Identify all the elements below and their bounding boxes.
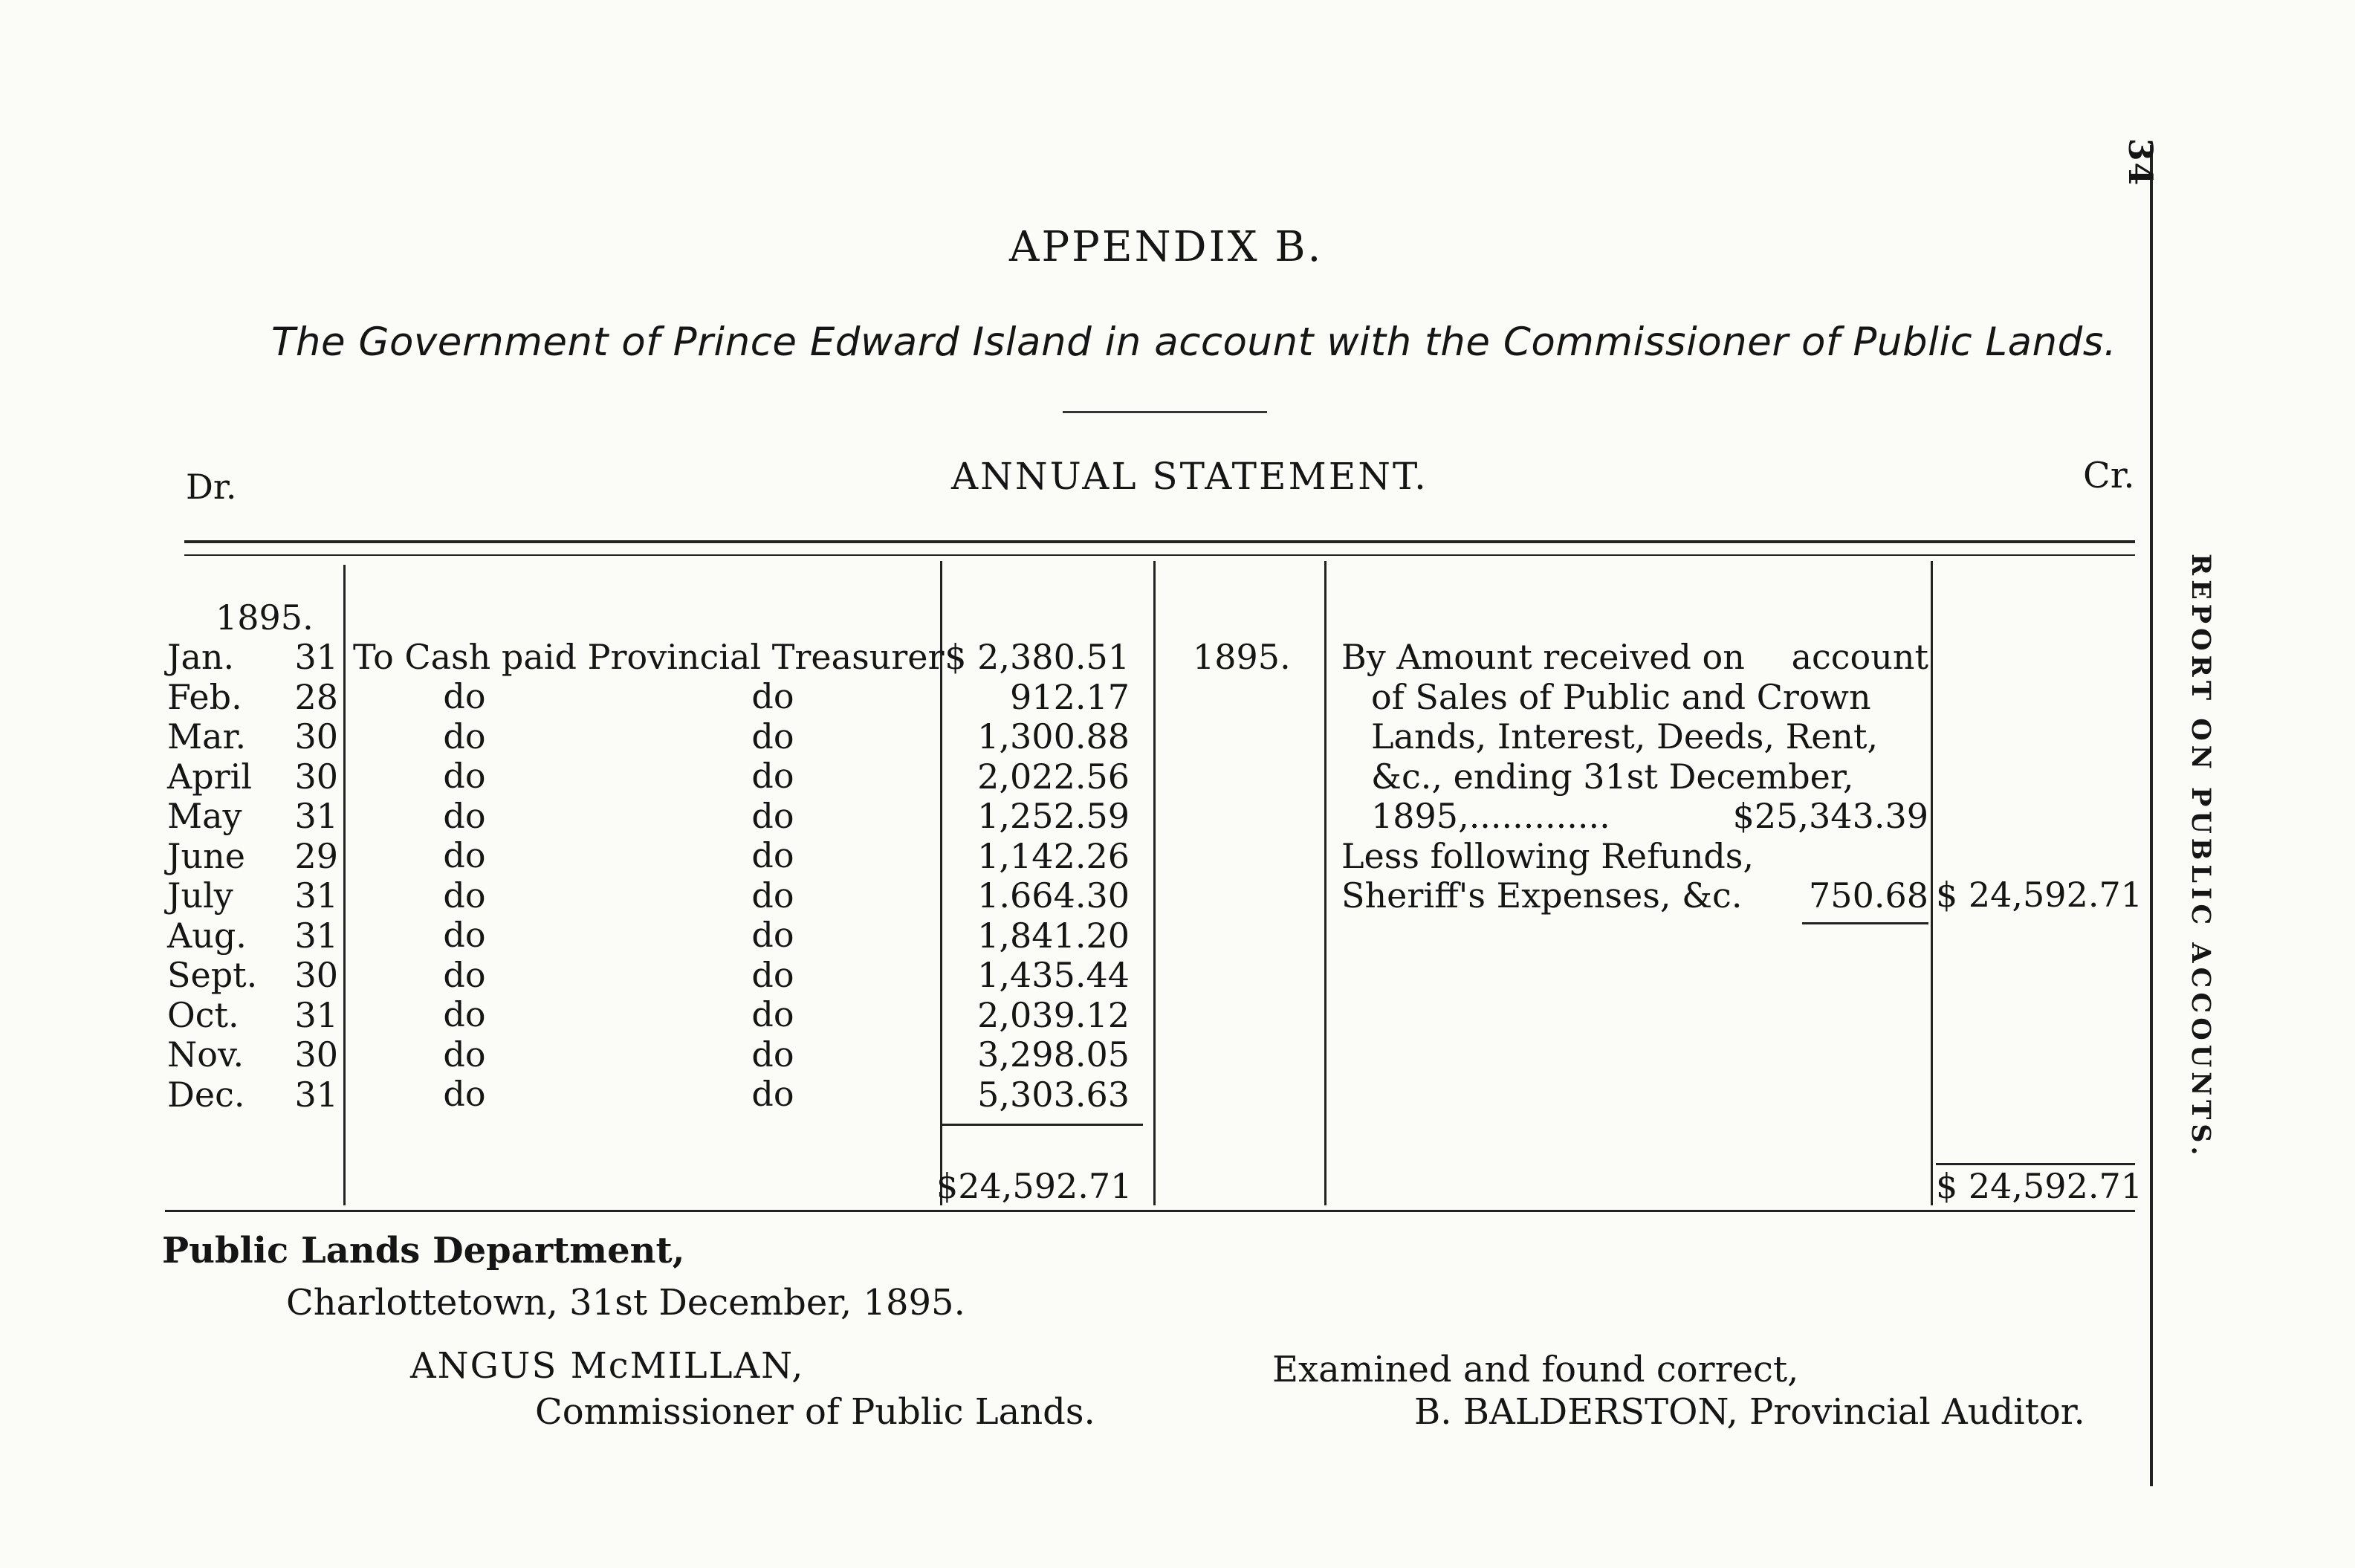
debit-amount: 1,841.20 [977,915,1130,956]
debit-date-row [167,638,338,678]
ditto-mark: do [751,915,794,955]
credit-line-2: of Sales of Public and Crown [1371,676,1871,717]
debit-label: Dr. [186,467,237,507]
debit-date-row [167,956,338,996]
credit-year: 1895. [1193,637,1291,677]
debit-day: 31 [294,1074,338,1115]
debit-month: Sept. [167,955,258,995]
debit-date-row [167,1075,338,1115]
debit-day: 31 [294,875,338,916]
ditto-mark: do [443,795,486,836]
footer-auditor: B. BALDERSTON, Provincial Auditor. [1414,1391,2085,1433]
ditto-column-2 [739,677,806,1115]
margin-rule [2150,145,2153,1486]
credit-line-4: &c., ending 31st December, [1371,756,1854,797]
credit-line-3: Lands, Interest, Deeds, Rent, [1371,716,1879,757]
page-number: 34 [2121,138,2159,187]
ditto-column-1 [431,677,498,1115]
ditto-mark: do [443,875,486,916]
footer-signatory: ANGUS McMILLAN, [410,1345,805,1387]
ditto-mark: do [443,994,486,1034]
ditto-mark: do [751,716,794,757]
debit-sum-rule [942,1124,1143,1126]
column-rule-credit-date [1324,561,1326,1205]
debit-date-row [167,717,338,757]
debit-day: 31 [294,796,338,836]
debit-day: 29 [294,835,338,876]
debit-month: Jan. [167,637,235,677]
credit-net: $ 24,592.71 [1936,875,2142,915]
debit-amount: 1,252.59 [977,796,1130,836]
ditto-mark: do [443,835,486,875]
debit-amount: 1,435.44 [977,955,1130,995]
debit-month: Oct. [167,994,239,1035]
credit-line-7b: 750.68 [1809,875,1928,916]
debit-amount: 912.17 [1010,676,1130,717]
ditto-mark: do [443,716,486,757]
debit-day: 30 [294,756,338,797]
debit-amount: 5,303.63 [977,1074,1130,1115]
debit-amount: 1,300.88 [977,716,1130,757]
debit-date-row [167,757,338,797]
debit-day: 28 [294,676,338,717]
footer-examined: Examined and found correct, [1272,1349,1799,1390]
ditto-mark: do [443,915,486,955]
ditto-mark: do [443,1074,486,1114]
column-rule-debit-end [1153,561,1156,1205]
debit-day: 31 [294,637,338,677]
ditto-mark: do [751,756,794,796]
debit-amount: 3,298.05 [977,1034,1130,1075]
debit-day: 30 [294,716,338,757]
ditto-mark: do [751,835,794,875]
table-top-rule-thin [184,554,2135,556]
ditto-mark: do [443,1034,486,1075]
debit-description: To Cash paid Provincial Treasurer [353,637,945,677]
debit-day: 31 [294,915,338,956]
debit-amount: 2,022.56 [977,756,1130,797]
debit-date-row [167,996,338,1036]
ditto-mark: do [443,954,486,995]
ditto-mark: do [751,1074,794,1114]
ditto-mark: do [751,875,794,916]
debit-amount: 1,142.26 [977,835,1130,876]
debit-month: Mar. [167,716,247,757]
debit-month: June [167,835,245,876]
credit-total: $ 24,592.71 [1936,1166,2142,1206]
debit-day: 30 [294,1034,338,1075]
credit-line-6: Less following Refunds, [1341,835,1755,876]
debit-dates [167,638,338,1115]
debit-month: Dec. [167,1074,245,1115]
debit-date-row [167,837,338,877]
credit-line-5b: $25,343.39 [1732,796,1928,836]
column-rule-date [343,565,346,1205]
column-rule-credit-amount [1931,561,1933,1205]
debit-month: May [167,796,242,836]
table-top-rule [184,540,2135,543]
footer-place-date: Charlottetown, 31st December, 1895. [286,1282,965,1324]
debit-year: 1895. [216,597,314,638]
credit-line-7a: Sheriff's Expenses, &c. [1341,875,1743,916]
footer-signatory-title: Commissioner of Public Lands. [535,1391,1095,1433]
ditto-mark: do [751,1034,794,1075]
debit-month: Aug. [167,915,247,956]
debit-amount: $ 2,380.51 [945,637,1130,677]
debit-month: July [167,875,233,916]
footer-department: Public Lands Department, [162,1230,685,1271]
ditto-mark: do [751,994,794,1034]
credit-line-1a: By Amount received on [1341,637,1745,677]
ditto-mark: do [751,676,794,716]
debit-date-row [167,678,338,718]
debit-month: Feb. [167,676,242,717]
debit-date-row [167,876,338,916]
debit-total: $24,592.71 [936,1166,1133,1206]
debit-date-row [167,1035,338,1075]
running-head: REPORT ON PUBLIC ACCOUNTS. [2186,554,2216,1160]
ditto-mark: do [751,954,794,995]
table-bottom-rule [165,1210,2135,1212]
debit-month: Nov. [167,1034,244,1075]
credit-line-5a: 1895,............. [1371,796,1610,836]
debit-day: 31 [294,994,338,1035]
page-title: APPENDIX B. [1009,223,1324,271]
debit-month: April [167,756,253,797]
credit-line-1b: account [1791,637,1928,677]
credit-description [1341,638,1928,916]
refund-sum-rule [1802,922,1928,924]
page-subtitle: The Government of Prince Edward Island in account with the Commissioner of Public Lands. [271,320,2117,365]
ditto-mark: do [443,756,486,796]
debit-date-row [167,797,338,837]
title-divider [1063,411,1267,413]
statement-heading: ANNUAL STATEMENT. [951,455,1428,498]
ditto-mark: do [443,676,486,716]
credit-sum-rule [1936,1163,2135,1165]
debit-date-row [167,916,338,956]
ditto-mark: do [751,795,794,836]
debit-day: 30 [294,955,338,995]
debit-amount: 1.664.30 [977,875,1130,916]
credit-label: Cr. [2083,455,2135,496]
debit-amounts [940,638,1130,1115]
debit-amount: 2,039.12 [977,994,1130,1035]
